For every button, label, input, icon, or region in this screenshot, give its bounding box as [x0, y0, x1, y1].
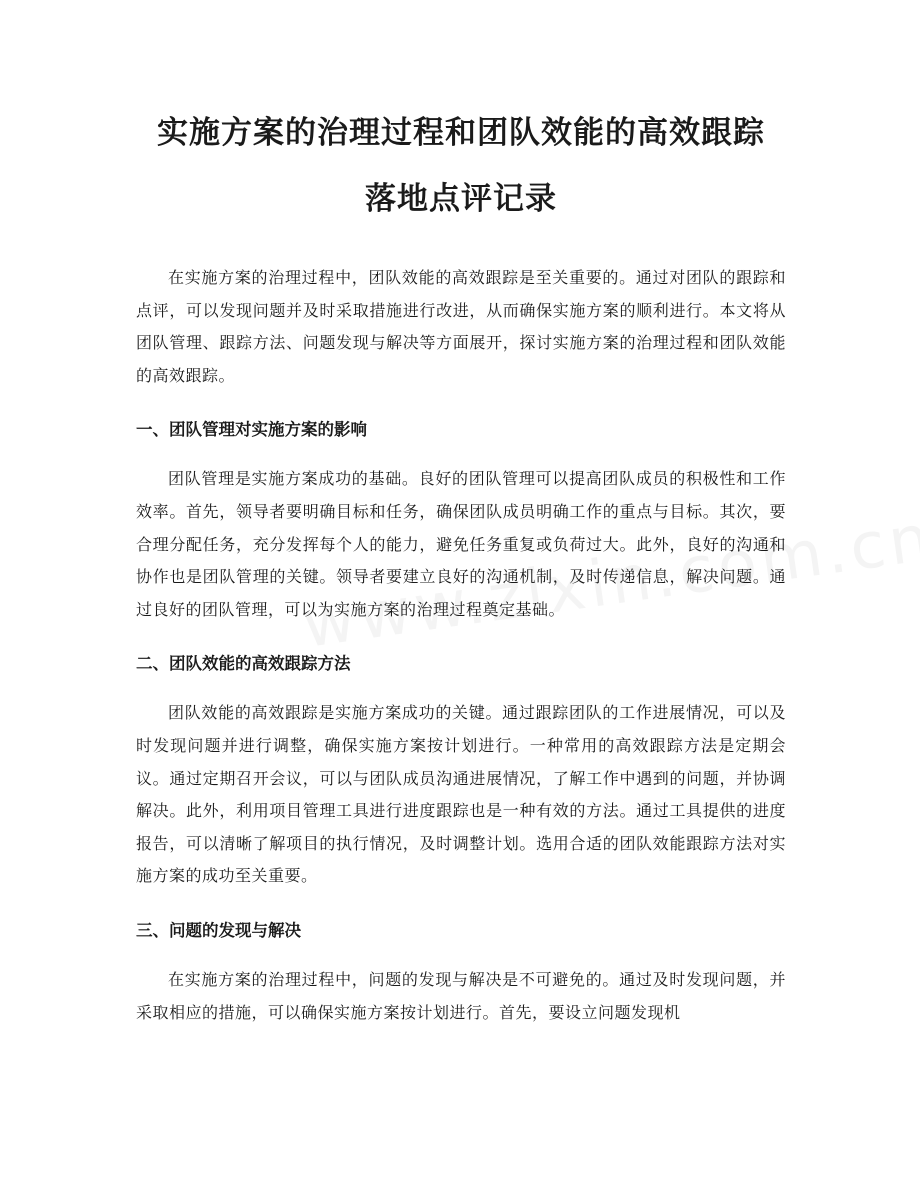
- section-heading-1: 一、团队管理对实施方案的影响: [136, 420, 367, 440]
- section-body-2: 团队效能的高效跟踪是实施方案成功的关键。通过跟踪团队的工作进展情况，可以及时发现问题并进行调整，确保实施方案按计划进行。一种常用的高效跟踪方法是定期会议。通过定期召开会议，可以与团队成员沟通进展情况，了解工作中遇到的问题，并协调解决。此外，利用项目管理工具进行进度跟踪也是一种有效的方法。通过工具提供的进度报告，可以清晰了解项目的执行情况，及时调整计划。选用合适的团队效能跟踪方法对实施方案的成功至关重要。: [136, 703, 786, 886]
- document-title-line1: 实施方案的治理过程和团队效能的高效跟踪: [157, 115, 765, 151]
- section-heading-2: 二、团队效能的高效跟踪方法: [136, 654, 351, 674]
- document-title-line2: 落地点评记录: [365, 181, 557, 217]
- section-body-1: 团队管理是实施方案成功的基础。良好的团队管理可以提高团队成员的积极性和工作效率。首先，领导者要明确目标和任务，确保团队成员明确工作的重点与目标。其次，要合理分配任务，充分发挥每个人的能力，避免任务重复或负荷过大。此外，良好的沟通和协作也是团队管理的关键。领导者要建立良好的沟通机制，及时传递信息，解决问题。通过良好的团队管理，可以为实施方案的治理过程奠定基础。: [136, 469, 786, 619]
- section-body-3: 在实施方案的治理过程中，问题的发现与解决是不可避免的。通过及时发现问题，并采取相应的措施，可以确保实施方案按计划进行。首先，要设立问题发现机: [136, 969, 786, 1022]
- intro-paragraph: 在实施方案的治理过程中，团队效能的高效跟踪是至关重要的。通过对团队的跟踪和点评，可以发现问题并及时采取措施进行改进，从而确保实施方案的顺利进行。本文将从团队管理、跟踪方法、问题发现与解决等方面展开，探讨实施方案的治理过程和团队效能的高效跟踪。: [136, 268, 786, 385]
- document-page: [136, 100, 786, 1029]
- section-heading-3: 三、问题的发现与解决: [136, 920, 301, 940]
